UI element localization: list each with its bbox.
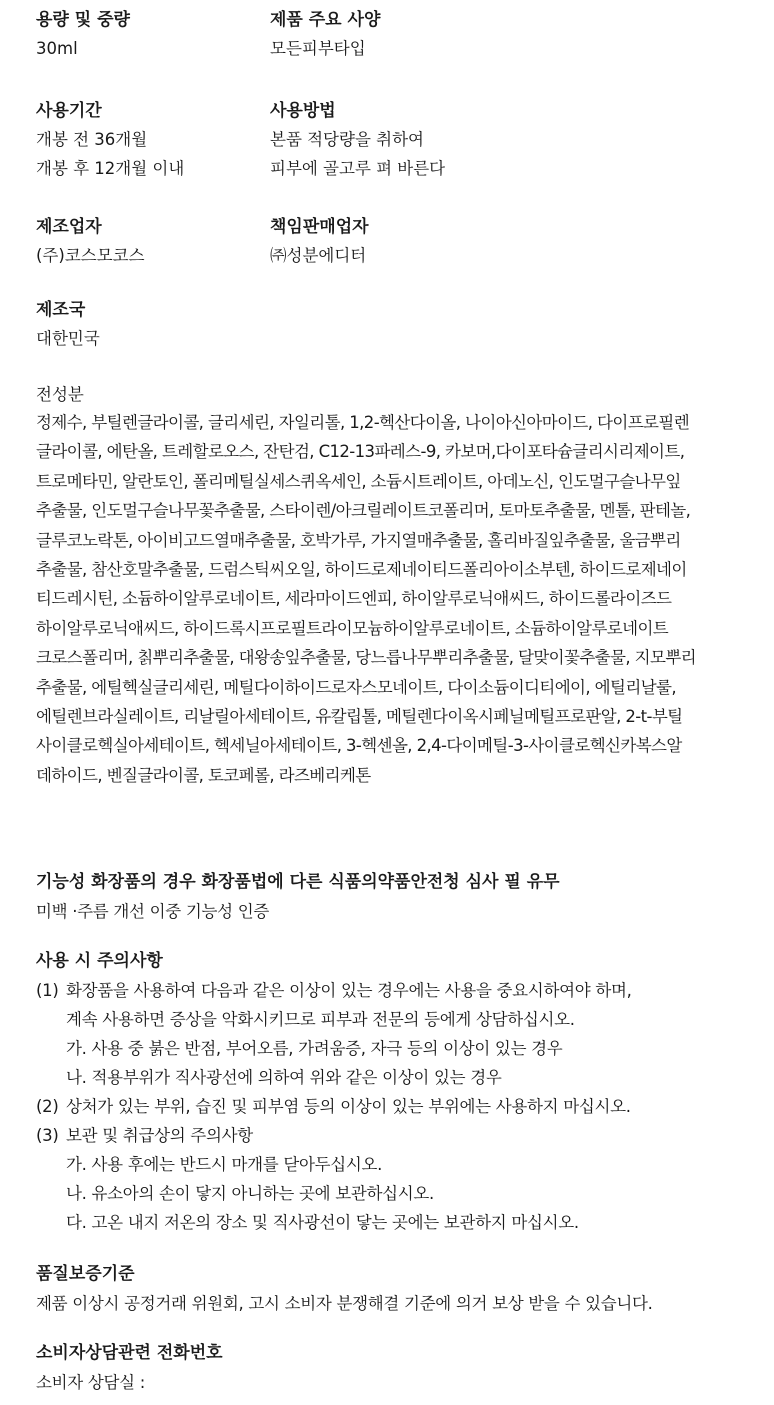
period-value-1: 개봉 전 36개월: [36, 130, 148, 149]
caution-item-number: (2): [36, 1097, 59, 1116]
ingredients-line: 글라이콜, 에탄올, 트레할로오스, 잔탄검, C12-13파레스-9, 카보머,다이포타슘글리시리제이트,: [36, 442, 685, 462]
caution-subitem: 나. 유소아의 손이 닿지 아니하는 곳에 보관하십시오.: [66, 1184, 434, 1203]
caution-item-text: 계속 사용하면 증상을 악화시키므로 피부과 전문의 등에게 상담하십시오.: [66, 1010, 575, 1029]
caution-item-text: 보관 및 취급상의 주의사항: [66, 1126, 253, 1145]
usage-label: 사용방법: [270, 101, 336, 121]
usage-value-2: 피부에 골고루 펴 바른다: [270, 159, 446, 178]
country-value: 대한민국: [36, 329, 100, 348]
country-label: 제조국: [36, 300, 86, 320]
ingredients-line: 트로메타민, 알란토인, 폴리메틸실세스퀴옥세인, 소듐시트레이트, 아데노신, 인도멀구슬나무잎: [36, 471, 681, 491]
functional-value: 미백 ·주름 개선 이중 기능성 인증: [36, 902, 269, 921]
ingredients-line: 티드레시틴, 소듐하이알루로네이트, 세라마이드엔피, 하이알루로닉애씨드, 하이드롤라이즈드: [36, 589, 672, 609]
ingredients-line: 하이알루로닉애씨드, 하이드록시프로필트라이모늄하이알루로네이트, 소듐하이알루로네이트: [36, 618, 669, 638]
caution-title: 사용 시 주의사항: [36, 951, 163, 971]
caution-item-text: 화장품을 사용하여 다음과 같은 이상이 있는 경우에는 사용을 중요시하여야 하며,: [66, 981, 632, 1000]
usage-value-1: 본품 적당량을 취하여: [270, 130, 424, 149]
seller-value: ㈜성분에디터: [270, 246, 367, 265]
ingredients-line: 정제수, 부틸렌글라이콜, 글리세린, 자일리톨, 1,2-헥산다이올, 나이아신아마이드, 다이프로필렌: [36, 413, 690, 432]
functional-title: 기능성 화장품의 경우 화장품법에 다른 식품의약품안전청 심사 필 유무: [36, 872, 560, 892]
ingredients-title: 전성분: [36, 385, 84, 404]
quality-title: 품질보증기준: [36, 1264, 135, 1284]
period-value-2: 개봉 후 12개월 이내: [36, 159, 185, 178]
spec-label: 제품 주요 사양: [270, 10, 381, 30]
maker-value: (주)코스모코스: [36, 246, 145, 265]
volume-value: 30ml: [36, 39, 78, 58]
ingredients-line: 추출물, 참산호말추출물, 드럼스틱씨오일, 하이드로제네이티드폴리아이소부텐, 하이드로제네이: [36, 560, 687, 580]
caution-subitem: 나. 적용부위가 직사광선에 의하여 위와 같은 이상이 있는 경우: [66, 1068, 502, 1087]
maker-label: 제조업자: [36, 217, 102, 237]
caution-subitem: 다. 고온 내지 저온의 장소 및 직사광선이 닿는 곳에는 보관하지 마십시오.: [66, 1213, 579, 1232]
contact-title: 소비자상담관련 전화번호: [36, 1343, 223, 1363]
ingredients-line: 데하이드, 벤질글라이콜, 토코페롤, 라즈베리케톤: [36, 765, 371, 785]
caution-item-number: (1): [36, 981, 59, 1000]
caution-subitem: 가. 사용 후에는 반드시 마개를 닫아두십시오.: [66, 1155, 383, 1174]
spec-value: 모든피부타입: [270, 39, 366, 58]
seller-label: 책임판매업자: [270, 217, 369, 237]
ingredients-line: 크로스폴리머, 칡뿌리추출물, 대왕송잎추출물, 당느릅나무뿌리추출물, 달맞이꽃추출물, 지모뿌리: [36, 648, 697, 668]
caution-list: [36, 976, 766, 1246]
ingredients-line: 추출물, 인도멀구슬나무꽃추출물, 스타이렌/아크릴레이트코폴리머, 토마토추출물, 멘톨, 판테놀,: [36, 501, 691, 521]
contact-text: 소비자 상담실 :: [36, 1373, 145, 1392]
caution-subitem: 가. 사용 중 붉은 반점, 부어오름, 가려움증, 자극 등의 이상이 있는 경우: [66, 1039, 563, 1058]
period-label: 사용기간: [36, 101, 102, 121]
caution-item-number: (3): [36, 1126, 59, 1145]
quality-text: 제품 이상시 공정거래 위원회, 고시 소비자 분쟁해결 기준에 의거 보상 받을 수 있습니다.: [36, 1294, 653, 1313]
caution-item-text: 상처가 있는 부위, 습진 및 피부염 등의 이상이 있는 부위에는 사용하지 마십시오.: [66, 1097, 631, 1116]
ingredients-line: 추출물, 에틸헥실글리세린, 메틸다이하이드로자스모네이트, 다이소듐이디티에이, 에틸리날룰,: [36, 677, 677, 697]
ingredients-line: 에틸렌브라실레이트, 리날릴아세테이트, 유칼립톨, 메틸렌다이옥시페닐메틸프로판알, 2-t-부틸: [36, 707, 683, 727]
volume-label: 용량 및 중량: [36, 10, 130, 30]
ingredients-line: 글루코노락톤, 아이비고드열매추출물, 호박가루, 가지열매추출물, 홀리바질잎추출물, 울금뿌리: [36, 530, 681, 550]
ingredients-line: 사이클로헥실아세테이트, 헥세닐아세테이트, 3-헥센올, 2,4-다이메틸-3-사이클로헥신카복스알: [36, 736, 682, 756]
ingredients-list: [36, 408, 772, 790]
